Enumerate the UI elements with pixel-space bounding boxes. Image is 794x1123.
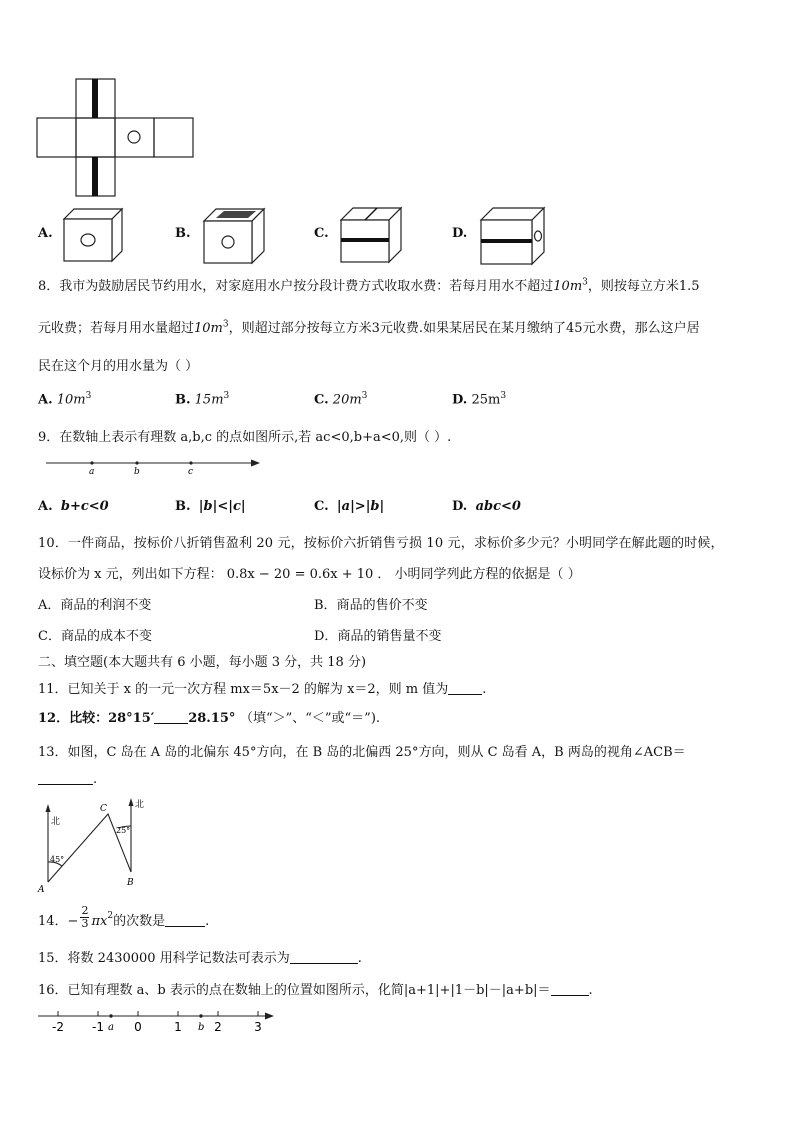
- q14-end: .: [205, 914, 210, 929]
- cube-net-figure: [36, 78, 198, 198]
- q9-number-line: [44, 452, 266, 476]
- q9-option-d: [452, 499, 521, 514]
- q14-frac-num: 2: [81, 904, 89, 917]
- q8-option-a-text: 10m: [56, 392, 86, 408]
- q8-line1-text-a: 8．我市为鼓励居民节约用水，对家庭用水户按分段计费方式收取水费：若每月用水不超过: [38, 279, 554, 294]
- q8-line1-exp: 3: [582, 277, 588, 288]
- q13-angle-a: 45°: [50, 855, 65, 864]
- q16-text: 16．已知有理数 a、b 表示的点在数轴上的位置如图所示，化简|a+1|+|1－b|－|a+b|＝: [38, 983, 551, 998]
- q15-text: 15．将数 2430000 用科学记数法可表示为: [38, 951, 290, 966]
- q12-text-a: 12．比较：28°15′: [38, 711, 155, 726]
- q8-option-c-text: 20m: [332, 392, 362, 408]
- q8-option-c: [314, 391, 367, 407]
- q13-answer-blank: [38, 772, 93, 785]
- q8-option-a: [38, 391, 91, 407]
- q9-stem: 9．在数轴上表示有理数 a,b,c 的点如图所示,若 ac<0,b+a<0,则（ ）.: [38, 430, 452, 445]
- q8-line-1: [38, 275, 700, 294]
- q13-figure: [36, 796, 156, 894]
- q7-option-c-cube: [338, 206, 404, 264]
- q12: [38, 707, 380, 726]
- q10-line-2: 设标价为 x 元，列出如下方程： 0.8x − 20 = 0.6x + 10 ． 小明同学列此方程的依据是（ ）: [38, 567, 581, 582]
- q14-fraction: [80, 905, 89, 930]
- q12-text-c: （填“＞”、“＜”或“＝”).: [239, 711, 381, 726]
- q14: 14．− $\frac{2}{3}$ $\pi x^2$的次数是 .: [38, 904, 210, 930]
- q10-line-1: 10．一件商品，按标价八折销售盈利 20 元，按标价六折销售亏损 10 元，求标价多少元？小明同学在解此题的时候，: [38, 536, 724, 551]
- q14-frac-den: 3: [81, 917, 89, 930]
- q15: [38, 947, 362, 966]
- q16-tick-neg2: -2: [52, 1020, 64, 1034]
- q10-option-a-label: A．: [38, 598, 61, 613]
- q13-line-1: 13．如图，C 岛在 A 岛的北偏东 45°方向，在 B 岛的北偏西 25°方向，则从 C 岛看 A，B 两岛的视角∠ACB＝: [38, 745, 686, 760]
- q8-line2-math: 10m: [194, 321, 223, 336]
- q8-line-3: 民在这个月的用水量为（ ）: [38, 359, 199, 374]
- q13-angle-b: 25°: [116, 826, 131, 835]
- q8-line1-math: 10m: [553, 279, 583, 294]
- q7-option-b-cube: [200, 207, 268, 265]
- q10-option-c: [38, 625, 152, 644]
- q14-exp: 2: [107, 910, 114, 921]
- q9-option-a-label: A.: [38, 499, 53, 514]
- q10-option-d: [314, 625, 441, 644]
- q16-number-line: [36, 1008, 278, 1038]
- q9-option-a: [38, 499, 109, 514]
- q7-option-a-label: A.: [38, 226, 53, 241]
- q10-option-b-label: B．: [314, 598, 337, 613]
- q10-option-d-text: 商品的销售量不变: [337, 629, 442, 644]
- q10-option-b-text: 商品的售价不变: [336, 598, 428, 613]
- q13-north-a: 北: [51, 817, 61, 827]
- q10-option-c-label: C．: [38, 629, 61, 644]
- q8-option-b: [175, 391, 229, 407]
- q16-tick-1: 1: [174, 1020, 182, 1034]
- q15-answer-blank: [290, 951, 358, 964]
- q8-option-b-exp: 3: [223, 391, 230, 401]
- q9-option-c-label: C.: [314, 499, 329, 514]
- q8-option-c-label: C.: [314, 392, 329, 408]
- q9-option-b-text: |b|<|c|: [198, 499, 246, 514]
- q16: [38, 979, 593, 998]
- q10-option-c-text: 商品的成本不变: [60, 629, 152, 644]
- q11-answer-blank: [448, 682, 482, 695]
- q12-answer-blank: [154, 711, 188, 724]
- q8-option-a-label: A.: [38, 392, 53, 408]
- q13-end: .: [93, 772, 98, 787]
- q8-option-d-label: D.: [452, 392, 468, 408]
- q7-option-a-cube: [62, 207, 126, 263]
- q9-option-c: [314, 499, 384, 514]
- q15-end: .: [357, 951, 362, 966]
- q13-label-a: A: [38, 885, 45, 895]
- q16-tick-3: 3: [254, 1020, 262, 1034]
- q13-label-c: C: [100, 804, 107, 814]
- q8-line2-exp: 3: [222, 319, 229, 330]
- q9-option-b: [175, 499, 246, 514]
- q8-line2-text-b: ，则超过部分按每立方米3元收费.如果某居民在某月缴纳了45元水费，那么这户居: [228, 321, 700, 336]
- q11-end: .: [482, 682, 487, 697]
- q8-option-d: [452, 391, 506, 407]
- q16-tick-2: 2: [214, 1020, 222, 1034]
- q14-suffix: 的次数是: [113, 914, 166, 929]
- q10-option-a: [38, 594, 151, 613]
- q8-option-c-exp: 3: [361, 391, 368, 401]
- q13-north-b: 北: [135, 800, 145, 810]
- q9-option-a-text: b+c<0: [60, 499, 109, 514]
- q8-line1-text-b: ，则按每立方米1.5: [587, 279, 700, 294]
- q7-option-d-cube: [478, 206, 548, 266]
- q8-option-d-text: 25m: [471, 392, 501, 408]
- q8-option-a-exp: 3: [85, 391, 92, 401]
- q14-prefix: 14．: [38, 914, 68, 929]
- q12-text-b: 28.15°: [188, 711, 236, 726]
- q7-option-c-label: C.: [314, 226, 329, 241]
- q11-text: 11．已知关于 x 的一元一次方程 mx＝5x－2 的解为 x＝2，则 m 值为: [38, 682, 449, 697]
- q8-option-b-label: B.: [175, 392, 191, 408]
- q9-point-a: a: [89, 467, 95, 477]
- q9-option-d-label: D.: [452, 499, 468, 514]
- q9-option-b-label: B.: [175, 499, 191, 514]
- q16-tick-neg1: -1: [92, 1020, 104, 1034]
- q8-line2-text-a: 元收费；若每月用水量超过: [38, 321, 195, 336]
- q14-answer-blank: [165, 914, 205, 927]
- q7-option-b-label: B.: [175, 226, 191, 241]
- q9-point-b: b: [134, 467, 140, 477]
- q16-tick-0: 0: [134, 1020, 142, 1034]
- q14-expr: πx: [91, 914, 108, 929]
- q8-option-b-text: 15m: [194, 392, 224, 408]
- q13-line-2: [38, 772, 97, 787]
- q16-answer-blank: [551, 983, 589, 996]
- q10-option-b: [314, 594, 428, 613]
- q11: [38, 678, 486, 697]
- q9-point-c: c: [188, 467, 194, 477]
- q8-option-d-exp: 3: [500, 391, 507, 401]
- q9-option-d-text: abc<0: [475, 499, 521, 514]
- q10-option-a-text: 商品的利润不变: [60, 598, 152, 613]
- q7-option-d-label: D.: [452, 226, 468, 241]
- q16-point-b: b: [198, 1022, 205, 1033]
- q13-label-b: B: [127, 878, 134, 888]
- section-2-heading: 二、填空题(本大题共有 6 小题，每小题 3 分，共 18 分): [38, 655, 367, 670]
- q10-option-d-label: D．: [314, 629, 338, 644]
- q8-line-2: [38, 317, 700, 336]
- q9-option-c-text: |a|>|b|: [336, 499, 385, 514]
- q16-point-a: a: [108, 1022, 114, 1033]
- q16-end: .: [588, 983, 593, 998]
